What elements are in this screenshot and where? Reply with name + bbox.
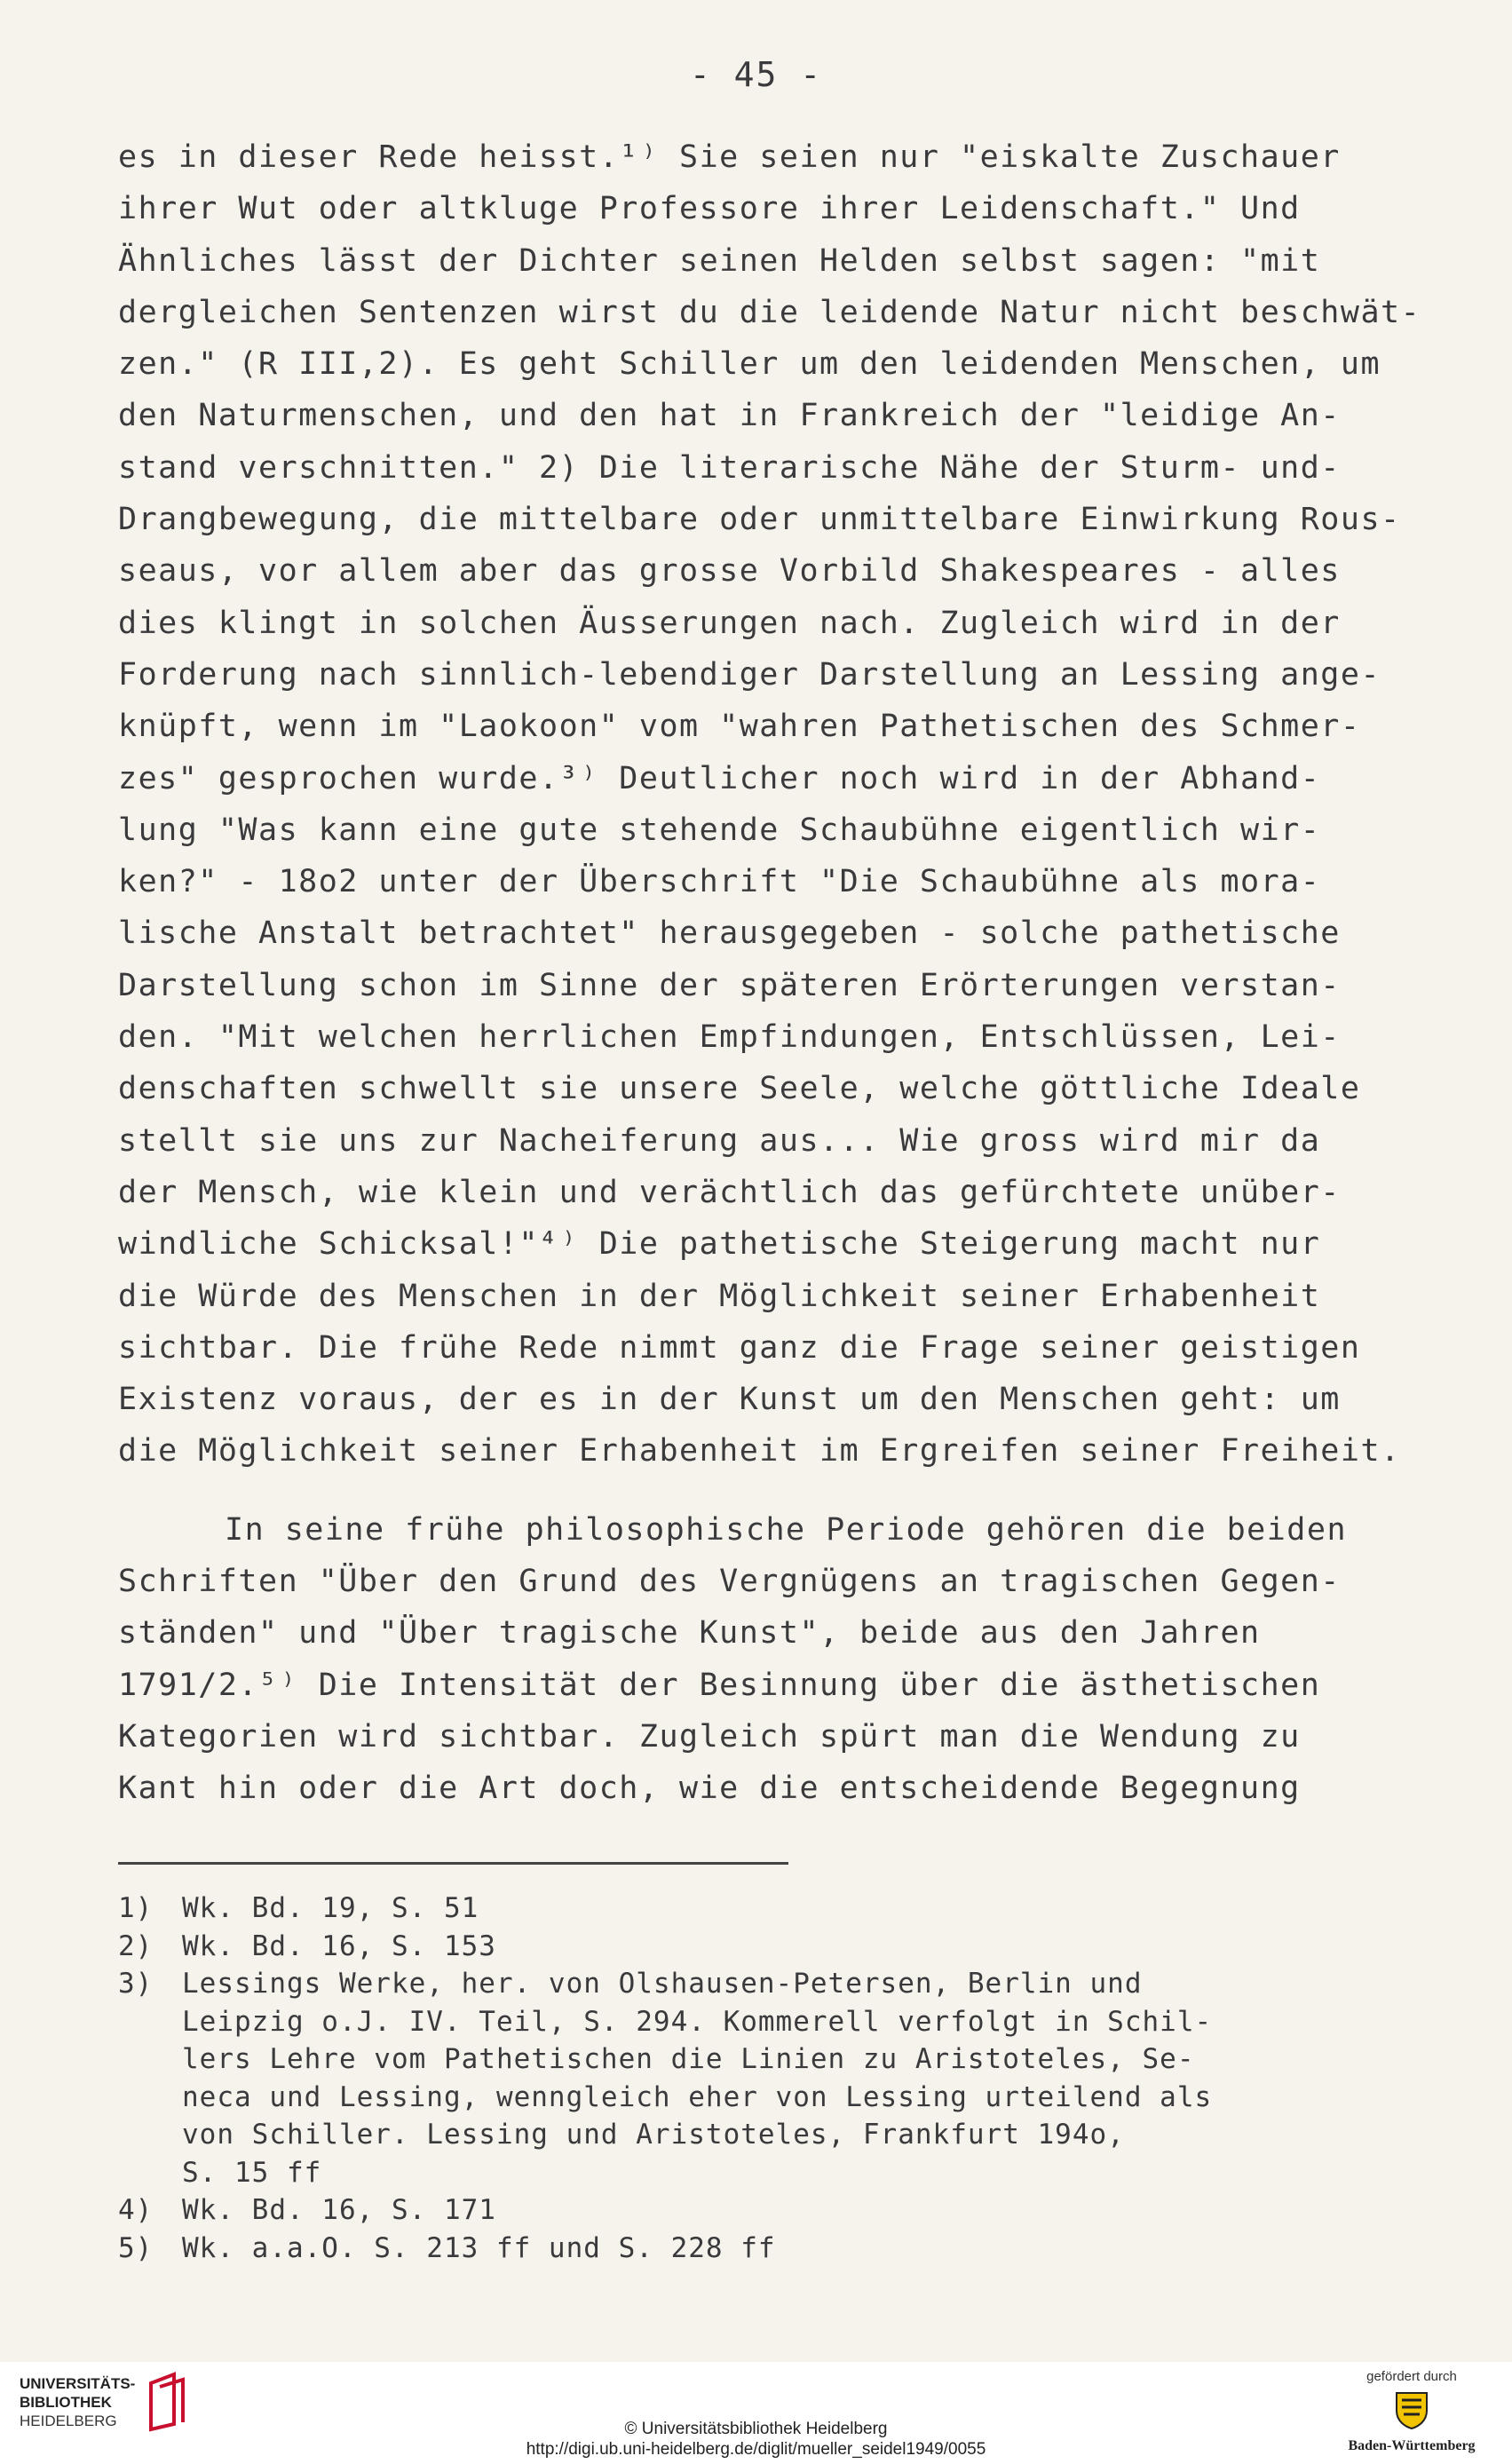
text-line: In seine frühe philosophische Periode gehören die beiden	[225, 1511, 1348, 1548]
footnote	[118, 2230, 1485, 2268]
text-line: windliche Schicksal!"⁴⁾ Die pathetische Steigerung macht nur	[118, 1226, 1321, 1263]
copyright-text: © Universitätsbibliothek Heidelberg	[624, 2420, 888, 2438]
library-name-line2: BIBLIOTHEK	[20, 2393, 112, 2411]
footnote-number: 3)	[118, 1968, 154, 2000]
text-line: seaus, vor allem aber das grosse Vorbild Shakespeares - alles	[118, 553, 1341, 590]
page-number: - 45 -	[689, 55, 823, 94]
text-line: ken?" - 18o2 unter der Überschrift "Die Schaubühne als mora-	[118, 864, 1321, 900]
footnote	[118, 1965, 1485, 2191]
footnote	[118, 1928, 1485, 1966]
footnote-number: 5)	[118, 2231, 154, 2264]
text-line: Kategorien wird sichtbar. Zugleich spürt man die Wendung zu	[118, 1718, 1301, 1755]
text-line: Darstellung schon im Sinne der späteren Erörterungen verstan-	[118, 967, 1341, 1003]
funded-label: gefördert durch	[1366, 2369, 1457, 2384]
text-line: zes" gesprochen wurde.³⁾ Deutlicher noch wird in der Abhand-	[118, 760, 1321, 796]
text-line: dergleichen Sentenzen wirst du die leidende Natur nicht beschwät-	[118, 294, 1421, 330]
footnote-number: 2)	[118, 1929, 154, 1962]
text-line: Ähnliches lässt der Dichter seinen Helden selbst sagen: "mit	[118, 242, 1321, 279]
text-line: sichtbar. Die frühe Rede nimmt ganz die Frage seiner geistigen	[118, 1329, 1361, 1366]
library-name-line3: HEIDELBERG	[20, 2412, 117, 2429]
text-line: der Mensch, wie klein und verächtlich das gefürchtete unüber-	[118, 1174, 1341, 1210]
footer-bar	[0, 2362, 1512, 2464]
library-name-line1: UNIVERSITÄTS-	[20, 2374, 136, 2392]
footnote-text: Wk. a.a.O. S. 213 ff und S. 228 ff	[182, 2231, 776, 2264]
text-line: es in dieser Rede heisst.¹⁾ Sie seien nur "eiskalte Zuschauer	[118, 139, 1341, 175]
credit-block	[0, 2419, 1512, 2460]
text-line: dies klingt in solchen Äusserungen nach. Zugleich wird in der	[118, 605, 1341, 641]
text-line: den Naturmenschen, und den hat in Frankreich der "leidige An-	[118, 398, 1341, 434]
footnote-number: 1)	[118, 1892, 154, 1924]
footnote	[118, 2191, 1485, 2230]
funder-name: Baden-Württemberg	[1348, 2438, 1476, 2453]
text-line: Forderung nach sinnlich-lebendiger Darstellung an Lessing ange-	[118, 656, 1381, 693]
footnote	[118, 1890, 1485, 1928]
footnotes	[118, 1890, 1485, 2267]
text-line: 1791/2.⁵⁾ Die Intensität der Besinnung über die ästhetischen	[118, 1667, 1321, 1703]
text-line: ihrer Wut oder altkluge Professore ihrer Leidenschaft." Und	[118, 191, 1301, 227]
state-crest-icon	[1391, 2388, 1432, 2430]
text-line: denschaften schwellt sie unsere Seele, welche göttliche Ideale	[118, 1071, 1361, 1107]
footnote-divider	[118, 1862, 788, 1865]
text-line: stellt sie uns zur Nacheiferung aus... Wie gross wird mir da	[118, 1122, 1321, 1159]
text-line: knüpft, wenn im "Laokoon" vom "wahren Pathetischen des Schmer-	[118, 709, 1361, 745]
footnote-text: Wk. Bd. 16, S. 153	[182, 1929, 496, 1962]
text-line: die Würde des Menschen in der Möglichkeit seiner Erhabenheit	[118, 1278, 1321, 1314]
text-line: den. "Mit welchen herrlichen Empfindungen, Entschlüssen, Lei-	[118, 1019, 1341, 1056]
source-url-link[interactable]: http://digi.ub.uni-heidelberg.de/diglit/mueller_seidel1949/0055	[526, 2440, 986, 2459]
text-line: Existenz voraus, der es in der Kunst um den Menschen geht: um	[118, 1382, 1341, 1418]
funder-block	[1345, 2369, 1478, 2454]
text-line: stand verschnitten." 2) Die literarische Nähe der Sturm- und-	[118, 449, 1341, 486]
text-line: Schriften "Über den Grund des Vergnügens an tragischen Gegen-	[118, 1564, 1341, 1600]
text-line: die Möglichkeit seiner Erhabenheit im Ergreifen seiner Freiheit.	[118, 1433, 1401, 1470]
text-line: lische Anstalt betrachtet" herausgegeben - solche pathetische	[118, 915, 1341, 952]
footnote-text: Wk. Bd. 16, S. 171	[182, 2194, 496, 2226]
footnote-text: Wk. Bd. 19, S. 51	[182, 1892, 479, 1924]
text-line: ständen" und "Über tragische Kunst", beide aus den Jahren	[118, 1615, 1261, 1652]
text-line: Kant hin oder die Art doch, wie die entscheidende Begegnung	[118, 1771, 1301, 1807]
footnote-text: Lessings Werke, her. von Olshausen-Petersen, Berlin und Leipzig o.J. IV. Teil, S. 294. Kommerell verfolgt in Schil- lers Lehre vom Pathetischen die Linien zu Aristoteles, Se- neca und Lessing, wenngleich eher von Lessing urteilend als von Schiller. Lessing und Aristoteles, Frankfurt 194o, S. 15 ff	[182, 1968, 1213, 2189]
text-line: zen." (R III,2). Es geht Schiller um den leidenden Menschen, um	[118, 346, 1381, 383]
text-line	[118, 1478, 1485, 1504]
body-text	[118, 131, 1485, 1815]
text-line: Drangbewegung, die mittelbare oder unmittelbare Einwirkung Rous-	[118, 502, 1401, 538]
text-line: lung "Was kann eine gute stehende Schaubühne eigentlich wir-	[118, 812, 1321, 848]
footnote-number: 4)	[118, 2194, 154, 2226]
